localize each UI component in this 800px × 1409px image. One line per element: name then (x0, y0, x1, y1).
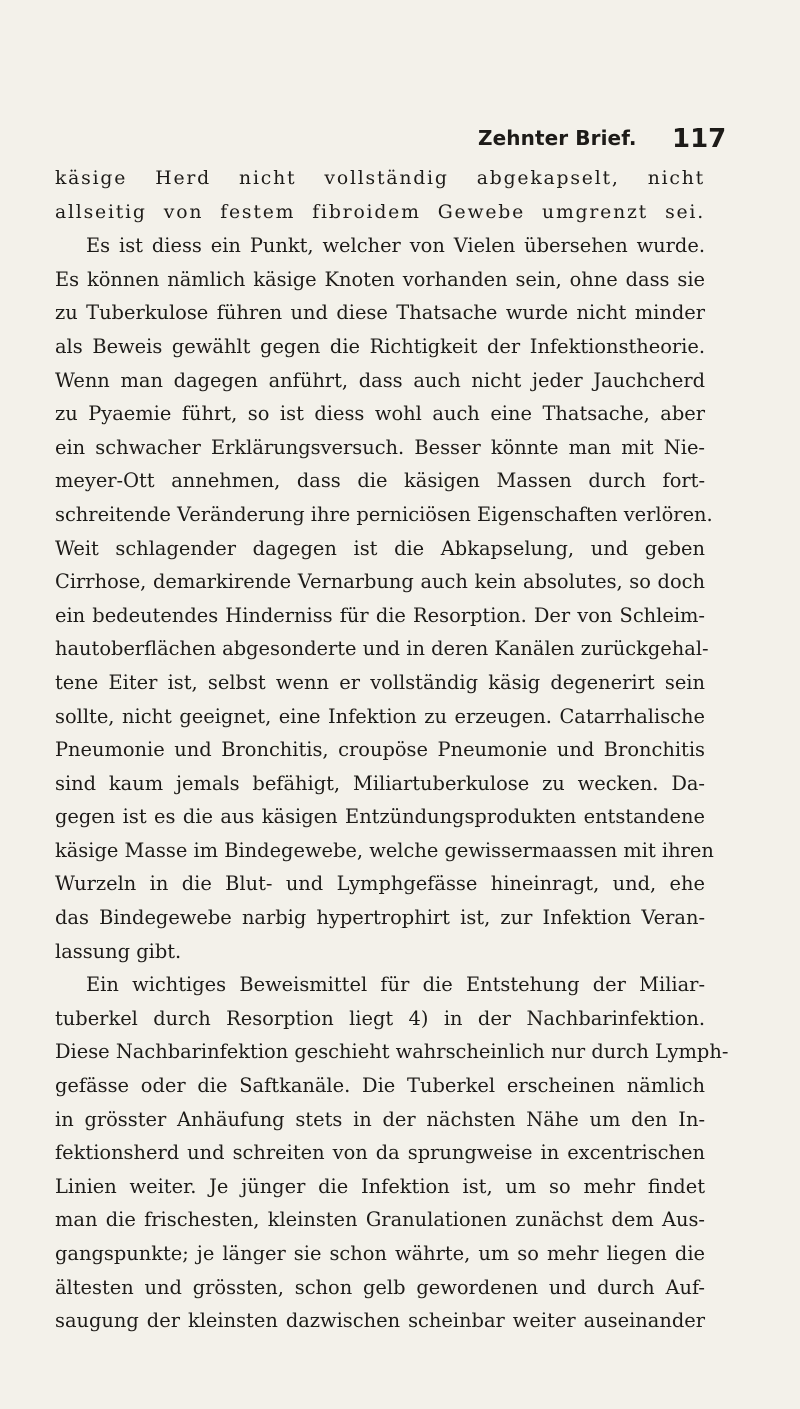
text-line: das Bindegewebe narbig hypertrophirt ist, zur Infektion Veran- (55, 906, 705, 930)
text-line: meyer-Ott annehmen, dass die käsigen Massen durch fort- (55, 469, 705, 493)
text-line: käsige Herd nicht vollständig abgekapselt, nicht (55, 168, 705, 189)
text-line: sind kaum jemals befähigt, Miliartuberkulose zu wecken. Da- (55, 771, 705, 795)
page-number: 117 (672, 124, 727, 154)
text-line: Weit schlagender dagegen ist die Abkapselung, und geben (55, 536, 705, 560)
text-line: ein schwacher Erklärungsversuch. Besser könnte man mit Nie- (55, 435, 705, 459)
body-text (55, 162, 729, 1338)
text-line: Diese Nachbarinfektion geschieht wahrscheinlich nur durch Lymph- (55, 1040, 729, 1064)
text-line: Wenn man dagegen anführt, dass auch nicht jeder Jauchcherd (55, 368, 705, 392)
text-line: man die frischesten, kleinsten Granulationen zunächst dem Aus- (55, 1208, 705, 1232)
text-line: käsige Masse im Bindegewebe, welche gewissermaassen mit ihren (55, 838, 714, 862)
text-line: Pneumonie und Bronchitis, croupöse Pneumonie und Bronchitis (55, 738, 705, 762)
text-line: Wurzeln in die Blut- und Lymphgefässe hineinragt, und, ehe (55, 872, 705, 896)
text-line: schreitende Veränderung ihre perniciösen Eigenschaften verlören. (55, 502, 713, 526)
text-line: gangspunkte; je länger sie schon währte, um so mehr liegen die (55, 1242, 705, 1265)
text-line: lassung gibt. (55, 939, 182, 963)
text-line: Es können nämlich käsige Knoten vorhanden sein, ohne dass sie (55, 267, 705, 291)
text-line: als Beweis gewählt gegen die Richtigkeit der Infektionstheorie. (55, 334, 705, 358)
text-line: allseitig von festem fibroidem Gewebe umgrenzt sei. (55, 201, 705, 223)
text-line: tuberkel durch Resorption liegt 4) in der Nachbarinfektion. (55, 1006, 705, 1030)
text-line: Cirrhose, demarkirende Vernarbung auch kein absolutes, so doch (55, 570, 705, 594)
text-line: tene Eiter ist, selbst wenn er vollständig käsig degenerirt sein (55, 670, 705, 694)
text-line: in grösster Anhäufung stets in der nächsten Nähe um den In- (55, 1107, 705, 1131)
text-line: gegen ist es die aus käsigen Entzündungsprodukten entstandene (55, 805, 705, 829)
text-line: Es ist diess ein Punkt, welcher von Vielen übersehen wurde. (86, 234, 705, 258)
text-line: gefässe oder die Saftkanäle. Die Tuberkel erscheinen nämlich (55, 1074, 705, 1098)
text-line: fektionsherd und schreiten von da sprungweise in excentrischen (55, 1141, 705, 1165)
text-line: hautoberflächen abgesonderte und in deren Kanälen zurückgehal- (55, 637, 709, 661)
text-line: ältesten und grössten, schon gelb gewordenen und durch Auf- (55, 1275, 705, 1299)
text-line: zu Tuberkulose führen und diese Thatsache wurde nicht minder (55, 301, 705, 325)
text-line: Linien weiter. Je jünger die Infektion ist, um so mehr findet (55, 1174, 705, 1198)
text-line: ein bedeutendes Hinderniss für die Resorption. Der von Schleim- (55, 603, 705, 627)
running-title: Zehnter Brief. (478, 126, 637, 150)
page-header (0, 126, 800, 158)
text-line: zu Pyaemie führt, so ist diess wohl auch eine Thatsache, aber (55, 402, 705, 426)
text-line: Ein wichtiges Beweismittel für die Entstehung der Miliar- (86, 973, 705, 997)
text-line: sollte, nicht geeignet, eine Infektion zu erzeugen. Catarrhalische (55, 704, 705, 728)
text-line: saugung der kleinsten dazwischen scheinbar weiter auseinander (55, 1309, 705, 1333)
